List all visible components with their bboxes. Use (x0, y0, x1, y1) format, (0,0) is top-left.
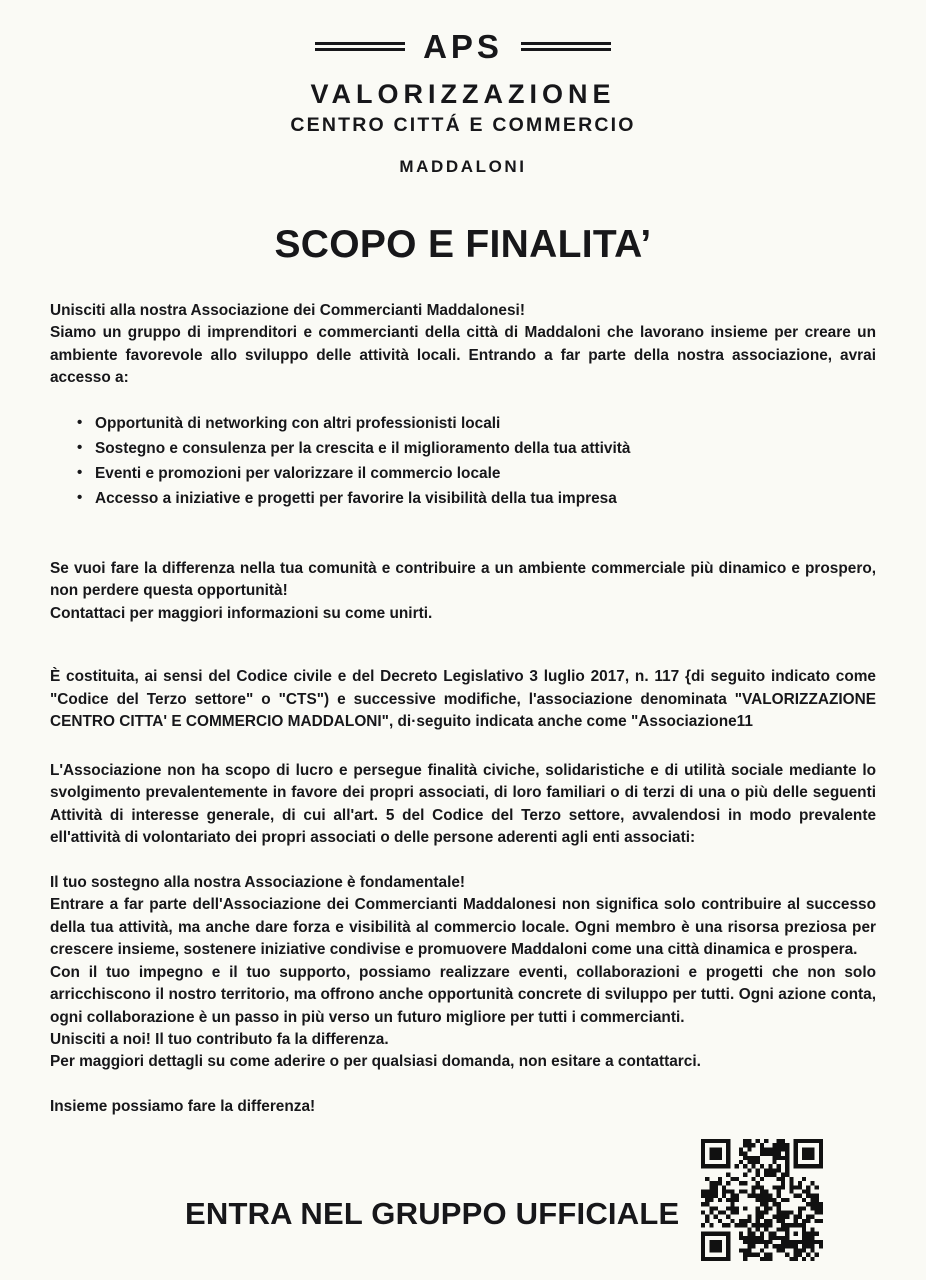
masthead (0, 0, 926, 177)
intro-heading-line: Unisciti alla nostra Associazione dei Commercianti Maddalonesi! (50, 302, 525, 319)
cta-paragraph: Se vuoi fare la differenza nella tua comunità e contribuire a un ambiente commerciale più dinamico e prospero, non perdere questa opportunità! (50, 559, 881, 600)
support-join-line: Unisciti a noi! Il tuo contributo fa la differenza. (50, 1030, 389, 1048)
benefits-list (50, 412, 876, 512)
list-item: • Opportunità di networking con altri professionisti locali (77, 412, 876, 437)
aps-logo-row (0, 30, 926, 63)
brand-name-secondary: CENTRO CITTÁ E COMMERCIO (290, 114, 636, 136)
list-item: • Accesso a iniziative e progetti per favorire la visibilità della tua impresa (77, 487, 876, 512)
support-paragraph-2: Con il tuo impegno e il tuo supporto, possiamo realizzare eventi, collaborazioni e progetti che non solo arricchiscono il nostro territorio, ma offrono anche opportunità concrete di sviluppo per tutti. Ogni azione conta, ogni collaborazione è un passo in più verso un futuro migliore per tutti i commercianti. (50, 963, 881, 1026)
support-heading-line: Il tuo sostegno alla nostra Associazione è fondamentale! (50, 873, 466, 891)
qr-code-icon[interactable] (697, 1135, 827, 1265)
footer (0, 1130, 926, 1280)
support-details-line: Per maggiori dettagli su come aderire o per qualsiasi domanda, non esitare a contattarci. (50, 1053, 701, 1071)
aps-label: APS (423, 28, 503, 65)
cta-contact-line: Contattaci per maggiori informazioni su come unirti. (50, 604, 433, 622)
page-title: SCOPO E FINALITA’ (274, 223, 652, 266)
intro-paragraph: Siamo un gruppo di imprenditori e commercianti della città di Maddaloni che lavorano insieme per creare un ambiente favorevole allo sviluppo delle attività locali. Entrando a far parte della nostra associazione, avrai accesso a: (50, 324, 881, 387)
legal-constitution-paragraph: È costituita, ai sensi del Codice civile e del Decreto Legislativo 3 luglio 2017, n. 117 {di seguito indicato come "Codice del Terzo settore" o "CTS") e successive modifiche, l'associazione denominata "VALORIZZAZIONE CENTRO CITTA' E COMMERCIO MADDALONI", di·seguito indicata anche come "Associazione11 (50, 668, 881, 731)
brand-city: MADDALONI (399, 157, 527, 176)
double-rule-icon-right (521, 42, 611, 51)
join-group-heading: ENTRA NEL GRUPPO UFFICIALE (185, 1196, 680, 1231)
support-paragraph-1: Entrare a far parte dell'Associazione dei Commercianti Maddalonesi non significa solo contribuire al successo della tua attività, ma anche dare forza e visibilità al commercio locale. Ogni membro è una risorsa preziosa per crescere insieme, sostenere iniziative condivise e promuovere Maddaloni come una città dinamica e prospera. (50, 896, 881, 959)
list-item: • Eventi e promozioni per valorizzare il commercio locale (77, 462, 876, 487)
list-item: • Sostegno e consulenza per la crescita e il miglioramento della tua attività (77, 437, 876, 462)
brand-name-primary: VALORIZZAZIONE (310, 79, 616, 109)
closing-line: Insieme possiamo fare la differenza! (50, 1097, 316, 1115)
legal-purpose-paragraph: L'Associazione non ha scopo di lucro e persegue finalità civiche, solidaristiche e di utilità sociale mediante lo svolgimento prevalentemente in favore dei propri associati, di loro familiari o di terzi di una o più delle seguenti Attività di interesse generale, di cui all'art. 5 del Codice del Terzo settore, avvalendosi in modo prevalente ell'attività di volontariato dei propri associati o delle persone aderenti agli enti associati: (50, 761, 885, 847)
document-body (0, 300, 926, 1118)
double-rule-icon-left (315, 42, 405, 51)
